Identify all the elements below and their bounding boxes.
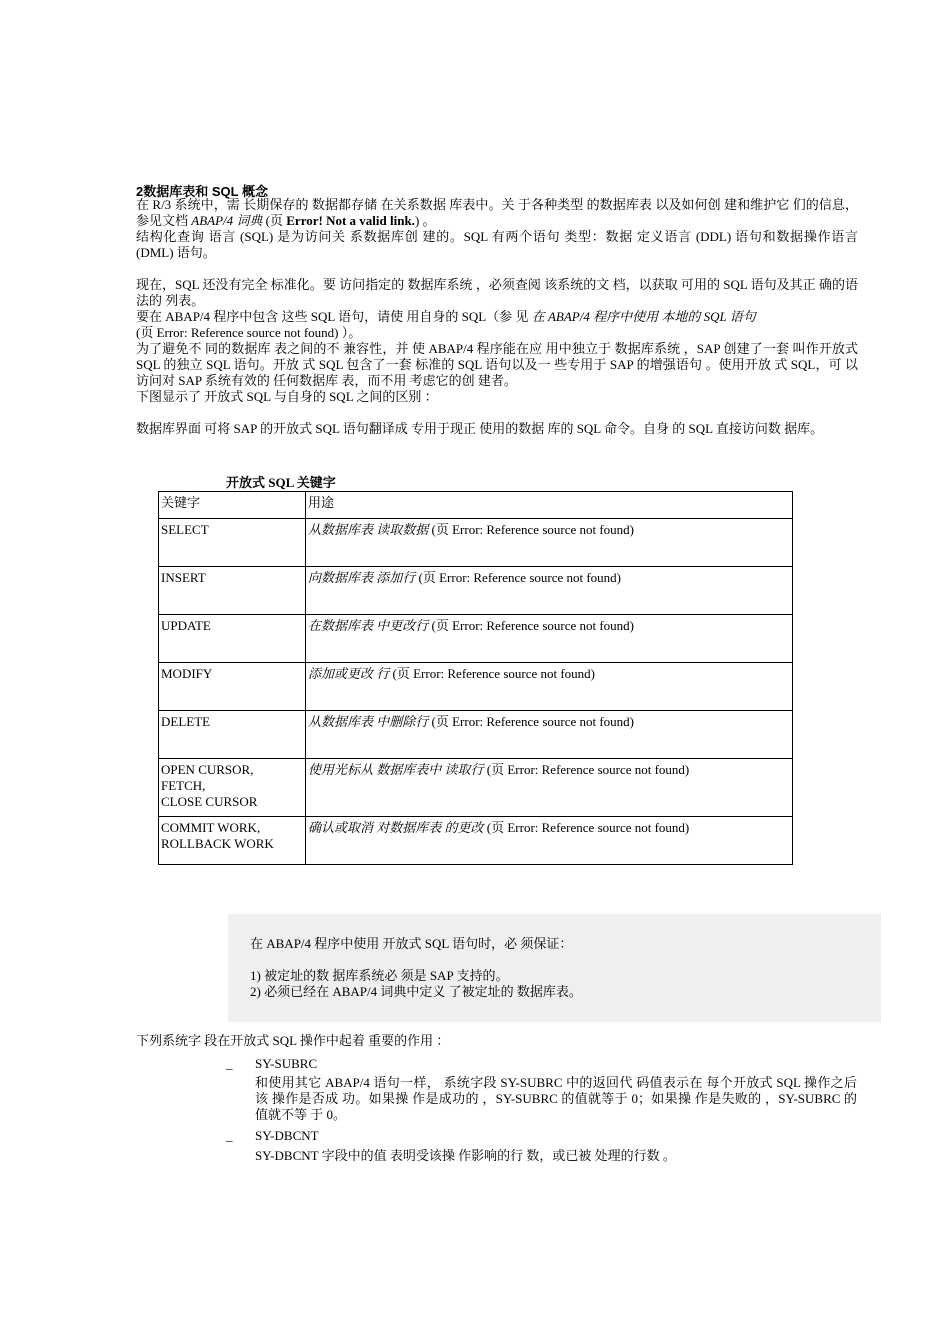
table-row bbox=[159, 519, 793, 567]
system-fields-intro: 下列系统字 段在开放式 SQL 操作中起着 重要的作用 ： bbox=[136, 1033, 450, 1048]
keyword-cell: COMMIT WORK, ROLLBACK WORK bbox=[159, 817, 306, 865]
table-row bbox=[159, 663, 793, 711]
section-heading: 2数据库表和 SQL 概念 bbox=[136, 184, 268, 199]
note-line: 在 ABAP/4 程序中使用 开放式 SQL 语句时，必 须保证： bbox=[250, 936, 573, 951]
purpose-cell: 添加或更改 行 (页 Error: Reference source not found) bbox=[306, 663, 793, 711]
keyword-cell: SELECT bbox=[159, 519, 306, 567]
field-desc-sy-subrc: 和使用其它 ABAP/4 语句一样， 系统字段 SY-SUBRC 中的返回代 码值表示在 每个开放式 SQL 操作之后该 操作是否成 功。如果操 作是成功的 ，SY-SUBRC 的值就等于 0；如果操 作是失败的 ，SY-SUBRC 的值就不等 于 0。 bbox=[255, 1075, 857, 1122]
keyword-cell: INSERT bbox=[159, 567, 306, 615]
paragraph-database-interface: 数据库界面 可将 SAP 的开放式 SQL 语句翻译成 专用于现正 使用的数据 库的 SQL 命令。自身 的 SQL 直接访问数 据库。 bbox=[136, 421, 824, 436]
open-sql-keywords-table bbox=[158, 491, 793, 865]
paragraph-standardization: 现在，SQL 还没有完全 标准化。要 访问指定的 数据库系统 ，必须查阅 该系统的文 档，以获取 可用的 SQL 语句及其正 确的语法的 列表。 bbox=[136, 277, 858, 308]
note-line: 1) 被定址的数 据库系统必 须是 SAP 支持的。 bbox=[250, 968, 509, 983]
field-name-sy-dbcnt: SY-DBCNT bbox=[255, 1128, 319, 1143]
purpose-cell: 向数据库表 添加行 (页 Error: Reference source not found) bbox=[306, 567, 793, 615]
purpose-cell: 确认或取消 对数据库表 的更改 (页 Error: Reference source not found) bbox=[306, 817, 793, 865]
bullet-icon: _ bbox=[226, 1056, 233, 1071]
table-row bbox=[159, 711, 793, 759]
note-line: 2) 必须已经在 ABAP/4 词典中定义 了被定址的 数据库表。 bbox=[250, 984, 582, 999]
paragraph-open-sql: 为了避免不 同的数据库 表之间的不 兼容性，并 使 ABAP/4 程序能在应 用中独立于 数据库系统 ，SAP 创建了一套 叫作开放式 SQL 的独立 SQL 语句。开放 式 SQL 包含了一套 标准的 SQL 语句以及一 些专用于 SAP 的增强语句 。使用开放 式 SQL，可 以访问对 SAP 系统有效的 任何数据库 表，而不用 考虑它的创 建者。 bbox=[136, 341, 858, 388]
field-name-sy-subrc: SY-SUBRC bbox=[255, 1056, 318, 1071]
paragraph-sql-definition: 结构化查询 语言 (SQL) 是为访问关 系数据库创 建的。SQL 有两个语句 类型：数据 定义语言 (DDL) 语句和数据操作语言 (DML) 语句。 bbox=[136, 229, 858, 260]
header-purpose: 用途 bbox=[306, 492, 793, 519]
keyword-cell: UPDATE bbox=[159, 615, 306, 663]
native-sql-reference[interactable]: 在 ABAP/4 程序中使用 本地的 SQL 语句 bbox=[531, 309, 756, 324]
error-link[interactable]: Error! Not a valid link. bbox=[286, 213, 415, 228]
table-row bbox=[159, 567, 793, 615]
keyword-cell: DELETE bbox=[159, 711, 306, 759]
paragraph-intro: 在 R/3 系统中，需 长期保存的 数据都存储 在关系数据 库表中。关 于各种类型 的数据库表 以及如何创 建和维护它 们的信息， 参见文档 ABAP/4 词典 (页 Error! Not a valid link.) 。 bbox=[136, 197, 858, 228]
header-keyword: 关键字 bbox=[159, 492, 306, 519]
purpose-cell: 从数据库表 中删除行 (页 Error: Reference source not found) bbox=[306, 711, 793, 759]
table-row bbox=[159, 817, 793, 865]
bullet-icon: _ bbox=[226, 1128, 233, 1143]
purpose-cell: 使用光标从 数据库表中 读取行 (页 Error: Reference source not found) bbox=[306, 759, 793, 817]
note-box bbox=[228, 914, 881, 1022]
field-desc-sy-dbcnt: SY-DBCNT 字段中的值 表明受该操 作影响的行 数，或已被 处理的行数 。 bbox=[255, 1148, 676, 1163]
table-header-row bbox=[159, 492, 793, 519]
paragraph-native-sql: 要在 ABAP/4 程序中包含 这些 SQL 语句，请使 用自身的 SQL（参 见 在 ABAP/4 程序中使用 本地的 SQL 语句 (页 Error: Reference source not found) ）。 bbox=[136, 309, 756, 340]
keyword-cell: MODIFY bbox=[159, 663, 306, 711]
keyword-cell: OPEN CURSOR, FETCH, CLOSE CURSOR bbox=[159, 759, 306, 817]
paragraph-figure-intro: 下图显示了 开放式 SQL 与自身的 SQL 之间的区别 ： bbox=[136, 389, 438, 404]
table-row bbox=[159, 615, 793, 663]
table-caption: 开放式 SQL 关键字 bbox=[226, 475, 336, 490]
purpose-cell: 从数据库表 读取数据 (页 Error: Reference source not found) bbox=[306, 519, 793, 567]
purpose-cell: 在数据库表 中更改行 (页 Error: Reference source not found) bbox=[306, 615, 793, 663]
table-row bbox=[159, 759, 793, 817]
book-title: ABAP/4 词典 bbox=[191, 213, 263, 228]
